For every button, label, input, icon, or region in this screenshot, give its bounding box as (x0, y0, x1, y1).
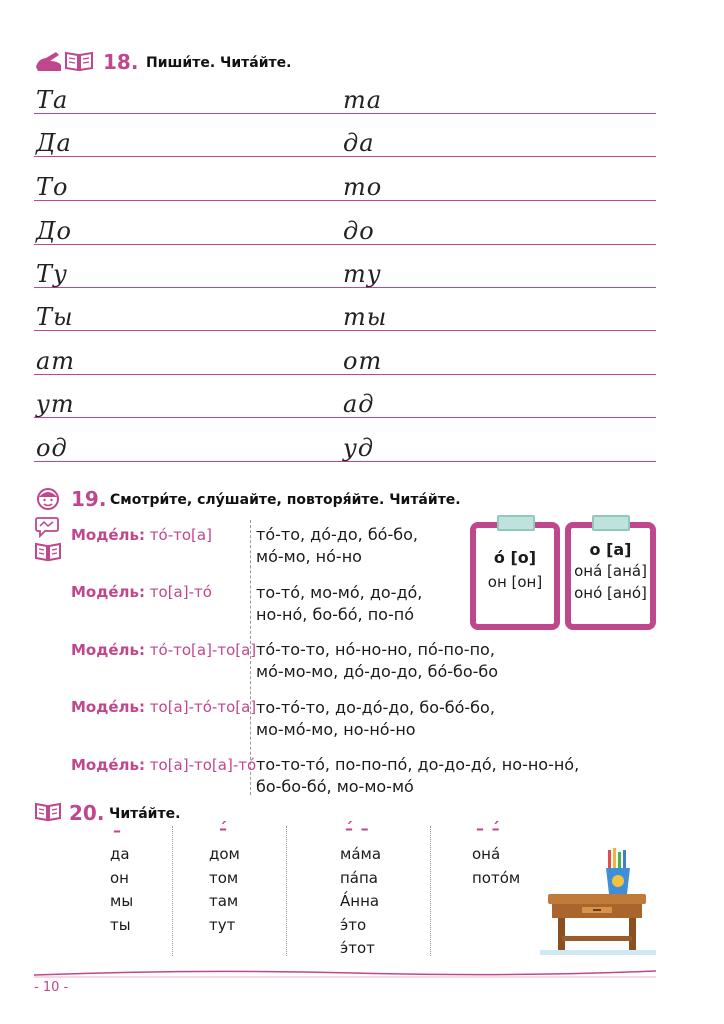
card-line: она́ [ана́] (574, 562, 647, 580)
model-label: Моде́ль: то[а]-то[а]-то́ (71, 756, 257, 774)
model-examples: то́-то-то, но́-но-но, по́-по-по, мо́-мо-мо, до́-до-до, бо́-бо-бо (256, 640, 499, 681)
word-column (209, 843, 240, 937)
dotted-divider (430, 826, 431, 956)
word: тут (209, 915, 236, 934)
page-number: - 10 - (34, 980, 69, 995)
card-head: о [а] (589, 540, 632, 559)
script-word: Да (36, 129, 72, 157)
speech-bubble-icon (35, 516, 59, 538)
script-word: ад (343, 390, 375, 418)
word: ты (110, 915, 131, 934)
script-word: Та (36, 86, 69, 114)
word: там (209, 892, 239, 910)
ex19-title: Смотри́те, слу́шайте, повторя́йте. Чита́йте. (110, 492, 461, 508)
clip-icon (497, 515, 535, 531)
stress-pattern: –́ (219, 819, 228, 838)
card-line: оно́ [ано́] (574, 584, 647, 602)
model-label: Моде́ль: то́-то[а]-то[а] (71, 641, 257, 659)
ex18-title: Пиши́те. Чита́йте. (146, 55, 292, 71)
script-word: Ту (36, 260, 68, 288)
model-examples: то́-то, до́-до, бо́-бо, мо́-мо, но́-но (256, 525, 418, 566)
stress-pattern: – (113, 821, 122, 840)
word: мы (110, 892, 134, 910)
card-line: он [он] (487, 573, 543, 591)
script-word: од (36, 434, 68, 462)
word: А́нна (340, 892, 380, 910)
word-column (110, 843, 133, 937)
word: том (209, 868, 239, 887)
ex19-number: 19. (71, 487, 107, 511)
word: да (110, 845, 130, 863)
card-head: о́ [о] (493, 548, 537, 567)
book-icon (34, 542, 62, 562)
word-column (340, 843, 381, 961)
script-word: до (343, 217, 375, 245)
stress-pattern: –́ – (345, 819, 370, 838)
script-word: То (36, 173, 69, 201)
writing-hand-icon (34, 49, 64, 73)
script-word: от (343, 347, 383, 375)
script-word: ут (36, 390, 75, 418)
script-word: уд (343, 434, 375, 462)
model-label: Моде́ль: то[а]-то́ (71, 583, 212, 601)
script-word: та (343, 86, 383, 114)
word: э́тот (340, 939, 375, 957)
script-word: ат (36, 347, 76, 375)
model-examples: то-то́, мо-мо́, до-до́, но-но́, бо-бо́, по-по́ (256, 583, 423, 624)
footer-wave (34, 965, 656, 979)
stress-pattern: – –́ (476, 819, 501, 838)
book-icon (34, 802, 62, 822)
word: он (110, 868, 129, 887)
word-column (472, 843, 520, 890)
ex20-number: 20. (69, 801, 105, 825)
model-examples: то-то́-то, до-до́-до, бо-бо́-бо, мо-мо́-мо, но-но́-но (256, 698, 495, 739)
dotted-divider (286, 826, 287, 956)
clipboard-card-o-unstressed (565, 522, 656, 630)
script-word: До (36, 217, 72, 245)
word: ма́ма (340, 845, 382, 863)
script-word: Ты (36, 303, 74, 331)
word: па́па (340, 868, 378, 887)
ex20-title: Чита́йте. (109, 806, 181, 822)
word: пото́м (472, 868, 521, 887)
clipboard-card-o-stressed (470, 522, 560, 630)
face-icon (36, 487, 60, 511)
model-examples: то-то-то́, по-по-по́, до-до-до́, но-но-но́, бо-бо-бо́, мо-мо-мо́ (256, 755, 580, 796)
script-word: то (343, 173, 383, 201)
word: дом (209, 845, 240, 863)
model-label: Моде́ль: то́-то[а] (71, 526, 212, 544)
word: она́ (472, 845, 501, 863)
book-icon (64, 50, 94, 72)
word: э́то (340, 915, 367, 934)
desk-illustration (538, 846, 658, 958)
script-word: ты (343, 303, 388, 331)
script-word: ту (343, 260, 382, 288)
clip-icon (592, 515, 630, 531)
script-word: да (343, 129, 375, 157)
dotted-divider (172, 826, 173, 956)
ex18-number: 18. (103, 50, 139, 74)
model-label: Моде́ль: то[а]-то́-то[а] (71, 698, 257, 716)
